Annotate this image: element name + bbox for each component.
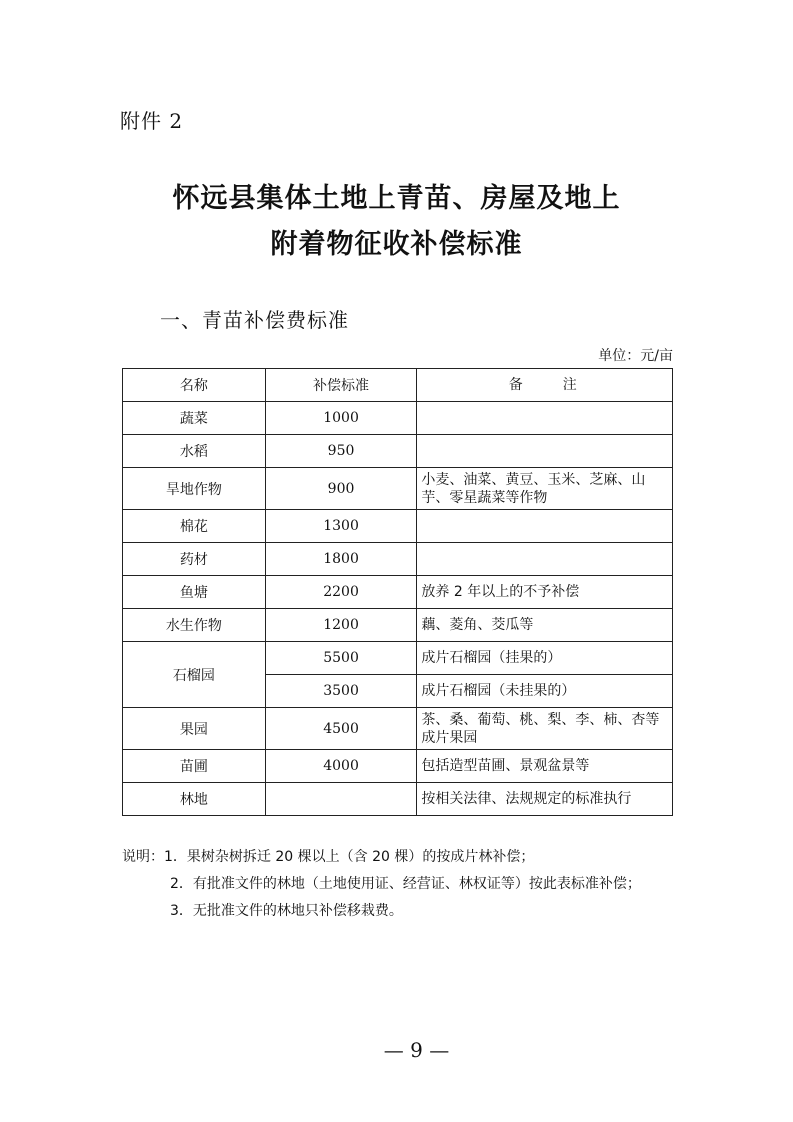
cell-standard: 5500 <box>265 642 417 675</box>
page-title-line-2: 附着物征收补偿标准 <box>270 229 523 260</box>
page-title-line-1: 怀远县集体土地上青苗、房屋及地上 <box>172 183 621 214</box>
cell-remark: 按相关法律、法规规定的标准执行 <box>417 783 673 816</box>
cell-remark: 成片石榴园（挂果的） <box>417 642 673 675</box>
table-row <box>123 510 673 543</box>
notes-section <box>122 847 675 928</box>
cell-remark: 成片石榴园（未挂果的） <box>417 675 673 708</box>
cell-standard: 3500 <box>265 675 417 708</box>
cell-remark <box>417 402 673 435</box>
section-heading: 一、青苗补偿费标准 <box>160 308 349 332</box>
cell-name: 棉花 <box>123 510 266 543</box>
table-header-row <box>123 369 673 402</box>
cell-remark: 小麦、油菜、黄豆、玉米、芝麻、山芋、零星蔬菜等作物 <box>417 468 673 510</box>
cell-standard: 900 <box>265 468 417 510</box>
table-row <box>123 783 673 816</box>
cell-standard: 1300 <box>265 510 417 543</box>
cell-remark: 包括造型苗圃、景观盆景等 <box>417 750 673 783</box>
compensation-table <box>122 368 673 816</box>
cell-standard: 1800 <box>265 543 417 576</box>
note-line-3: 3．无批准文件的林地只补偿移栽费。 <box>170 903 403 919</box>
header-standard: 补偿标准 <box>265 369 417 402</box>
table-row <box>123 543 673 576</box>
cell-remark <box>417 543 673 576</box>
cell-name: 药材 <box>123 543 266 576</box>
cell-remark <box>417 435 673 468</box>
cell-standard: 1200 <box>265 609 417 642</box>
table-row <box>123 750 673 783</box>
cell-standard: 1000 <box>265 402 417 435</box>
cell-name: 苗圃 <box>123 750 266 783</box>
cell-name: 石榴园 <box>123 642 266 708</box>
note-line-1: 说明：1．果树杂树拆迁 20 棵以上（含 20 棵）的按成片林补偿； <box>122 849 535 865</box>
cell-remark: 藕、菱角、茭瓜等 <box>417 609 673 642</box>
cell-standard: 950 <box>265 435 417 468</box>
cell-remark: 放养 2 年以上的不予补偿 <box>417 576 673 609</box>
table-row <box>123 609 673 642</box>
table-row <box>123 402 673 435</box>
table-row <box>123 435 673 468</box>
cell-remark: 茶、桑、葡萄、桃、梨、李、柿、杏等成片果园 <box>417 708 673 750</box>
cell-name: 水生作物 <box>123 609 266 642</box>
cell-name: 果园 <box>123 708 266 750</box>
unit-label: 单位：元/亩 <box>598 348 673 364</box>
cell-name: 蔬菜 <box>123 402 266 435</box>
cell-name: 旱地作物 <box>123 468 266 510</box>
cell-standard: 2200 <box>265 576 417 609</box>
note-line-2: 2．有批准文件的林地（土地使用证、经营证、林权证等）按此表标准补偿； <box>170 876 641 892</box>
table-row <box>123 708 673 750</box>
cell-name: 水稻 <box>123 435 266 468</box>
cell-standard <box>265 783 417 816</box>
page-number: — 9 — <box>383 1038 450 1062</box>
attachment-label: 附件 2 <box>120 109 184 133</box>
cell-remark <box>417 510 673 543</box>
cell-standard: 4500 <box>265 708 417 750</box>
table-row <box>123 468 673 510</box>
cell-name: 鱼塘 <box>123 576 266 609</box>
header-remark: 备注 <box>417 369 673 402</box>
table-row <box>123 642 673 675</box>
table-row <box>123 576 673 609</box>
header-name: 名称 <box>123 369 266 402</box>
cell-name: 林地 <box>123 783 266 816</box>
cell-standard: 4000 <box>265 750 417 783</box>
